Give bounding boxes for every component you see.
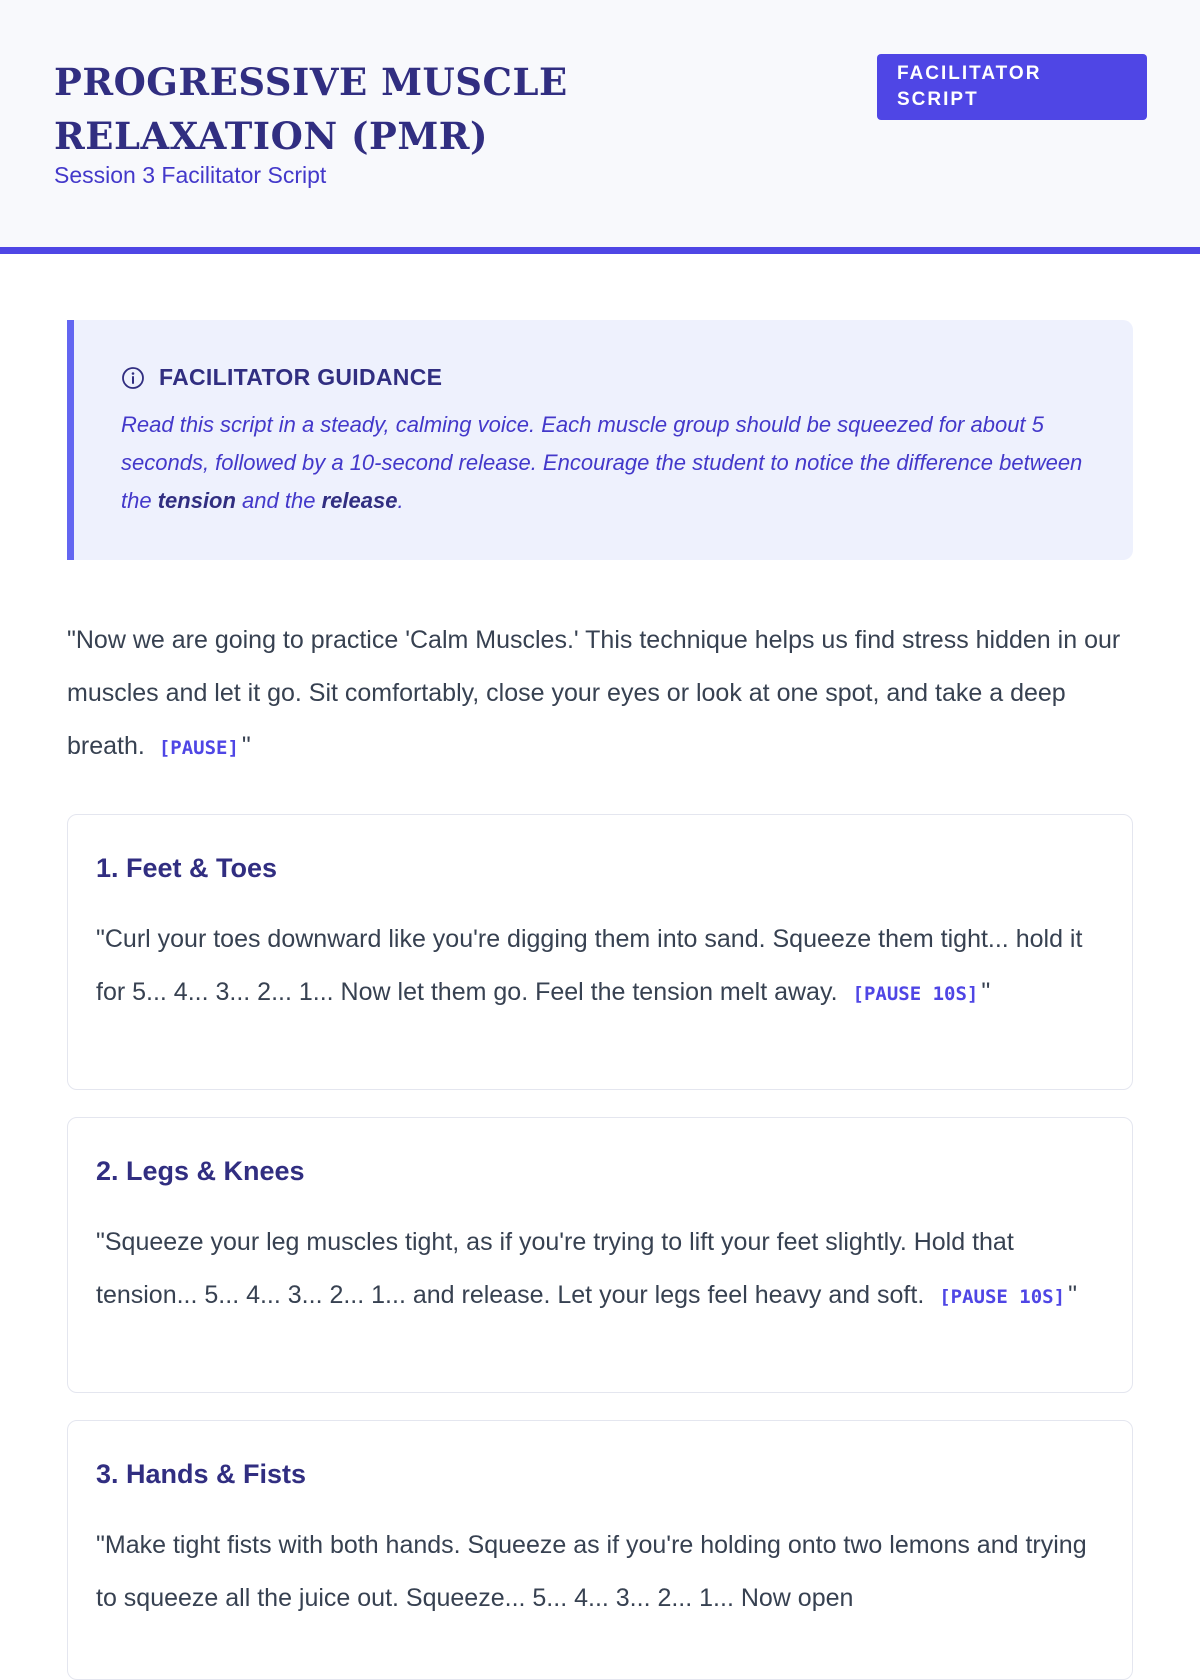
guidance-title: FACILITATOR GUIDANCE — [159, 364, 443, 390]
guidance-text-part: . — [397, 488, 404, 513]
pause-tag: [PAUSE 10S] — [939, 1286, 1066, 1308]
facilitator-script-badge: FACILITATOR SCRIPT — [877, 54, 1147, 120]
pause-tag: [PAUSE 10S] — [852, 983, 979, 1005]
page-header — [0, 0, 1200, 254]
guidance-header — [121, 364, 442, 391]
step-title: 3. Hands & Fists — [96, 1459, 307, 1489]
step-script: "Make tight fists with both hands. Squeeze as if you're holding onto two lemons and trying to squeeze all the juice out. Squeeze... 5... 4... 3... 2... 1... Now open — [96, 1531, 1087, 1612]
info-icon — [121, 366, 145, 390]
intro-text: "Now we are going to practice 'Calm Muscles.' This technique helps us find stress hidden in our muscles and let it go. Sit comfortably, close your eyes or look at one spot, and take a deep breath. — [67, 626, 1121, 760]
step-title: 2. Legs & Knees — [96, 1156, 305, 1186]
step-text — [96, 1216, 1106, 1324]
intro-paragraph — [67, 614, 1142, 775]
step-card-legs-knees — [67, 1117, 1133, 1393]
guidance-text — [121, 406, 1111, 520]
step-script: "Curl your toes downward like you're digging them into sand. Squeeze them tight... hold it for 5... 4... 3... 2... 1... Now let them go. Feel the tension melt away. — [96, 925, 1083, 1006]
step-card-hands-fists — [67, 1420, 1133, 1680]
page-subtitle: Session 3 Facilitator Script — [54, 162, 327, 188]
facilitator-guidance-box — [67, 320, 1133, 560]
pause-tag: [PAUSE] — [158, 737, 239, 759]
page-title: PROGRESSIVE MUSCLE RELAXATION (PMR) — [54, 60, 568, 158]
guidance-text-part: Read this script in a steady, calming voice. Each muscle group should be squeezed for about 5 seconds, followed by a 10-second release. Encourage the student to notice the difference between the — [121, 412, 1083, 513]
step-text — [96, 913, 1106, 1021]
guidance-emphasis-release: release — [321, 488, 398, 513]
closing-quote: " — [981, 978, 991, 1006]
step-title: 1. Feet & Toes — [96, 853, 278, 883]
step-script: "Squeeze your leg muscles tight, as if you're trying to lift your feet slightly. Hold that tension... 5... 4... 3... 2... 1... and release. Let your legs feel heavy and soft. — [96, 1228, 1014, 1309]
guidance-emphasis-tension: tension — [157, 488, 236, 513]
closing-quote: " — [1068, 1281, 1077, 1309]
step-card-feet-toes — [67, 814, 1133, 1090]
step-text — [96, 1519, 1106, 1625]
guidance-text-part: and the — [235, 488, 322, 513]
closing-quote: " — [241, 732, 251, 760]
